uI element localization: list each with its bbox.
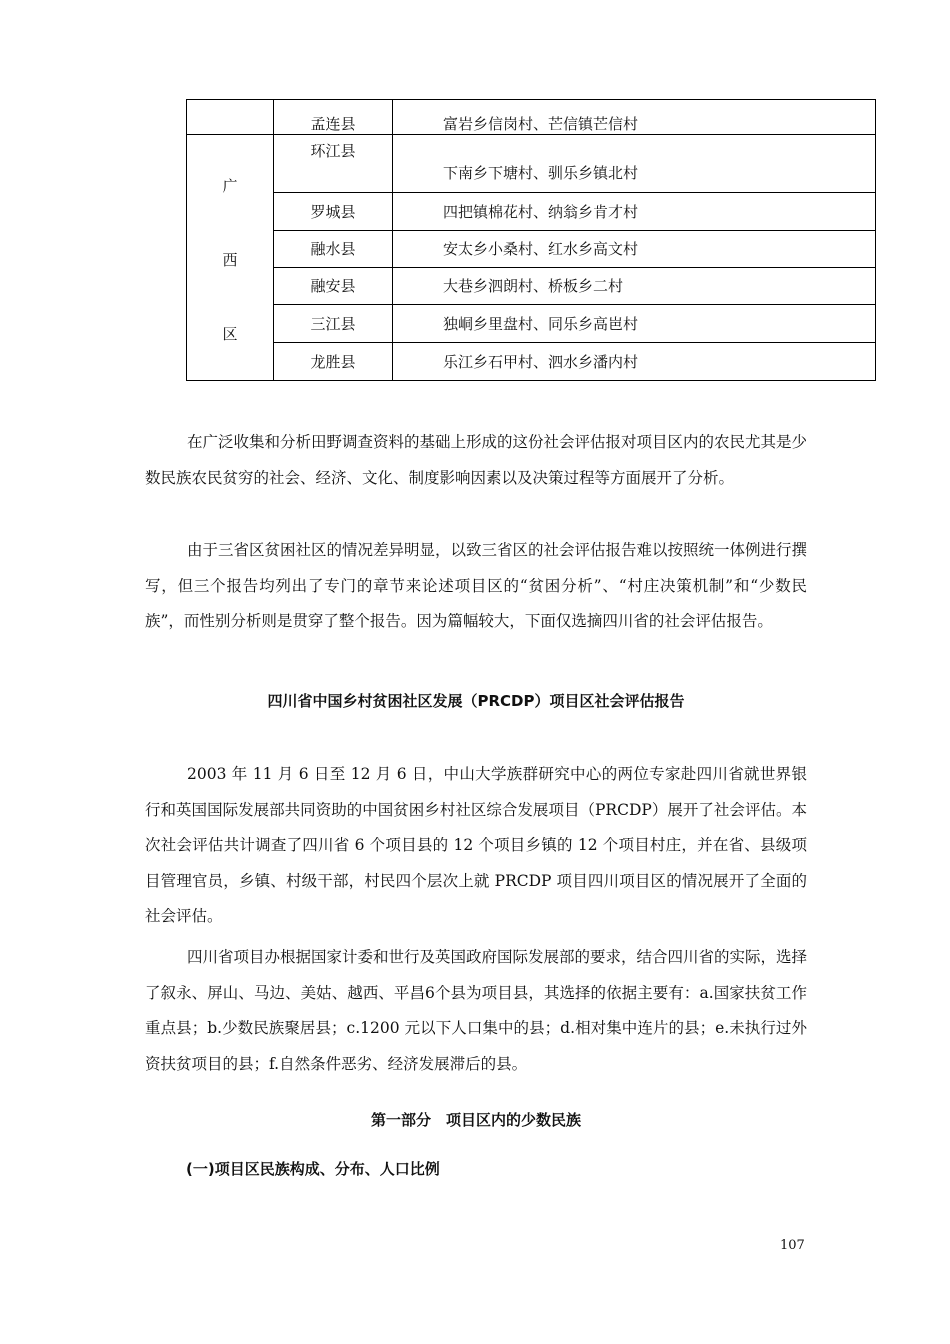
villages-cell: 乐江乡石甲村、泗水乡潘内村 [393,343,876,381]
county-village-table [186,99,824,381]
region-char: 区 [222,324,238,343]
county-cell: 龙胜县 [274,343,393,381]
villages-cell [393,135,876,193]
county-name: 孟连县 [310,115,356,133]
county-cell: 融水县 [274,231,393,268]
region-char: 广 [222,176,238,195]
county-cell: 罗城县 [274,193,393,231]
part-title: 第一部分 项目区内的少数民族 [370,1111,581,1129]
villages-cell: 四把镇棉花村、纳翁乡肯才村 [393,193,876,231]
county-cell: 融安县 [274,268,393,305]
villages-cell [393,100,876,135]
page-number: 107 [780,1238,805,1253]
paragraph-reports: 由于三省区贫困社区的情况差异明显，以致三省区的社会评估报告难以按照统一体例进行撰写，但三个报告均列出了专门的章节来论述项目区的“贫困分析”、“村庄决策机制”和“少数民族”，而性别分析则是贯穿了整个报告。因为篇幅较大，下面仅选摘四川省的社会评估报告。 [145,541,808,630]
region-char: 西 [222,250,238,269]
section-title: (一)项目区民族构成、分布、人口比例 [186,1160,440,1178]
county-cell [274,135,393,193]
table-row [187,193,876,231]
villages-text: 下南乡下塘村、驯乐乡镇北村 [443,163,639,182]
table-row [187,100,876,135]
county-cell: 三江县 [274,305,393,343]
table [186,99,876,381]
villages-cell: 独峒乡里盘村、同乐乡高岜村 [393,305,876,343]
table-row [187,305,876,343]
table-row [187,268,876,305]
paragraph-intro: 在广泛收集和分析田野调查资料的基础上形成的这份社会评估报对项目区内的农民尤其是少数民族农民贫穷的社会、经济、文化、制度影响因素以及决策过程等方面展开了分析。 [145,433,808,487]
report-title: 四川省中国乡村贫困社区发展（PRCDP）项目区社会评估报告 [267,692,685,710]
table-row [187,135,876,193]
county-name: 环江县 [310,141,356,160]
region-cell [187,100,274,135]
villages-text: 富岩乡信岗村、芒信镇芒信村 [443,115,639,133]
table-row [187,231,876,268]
region-cell-guangxi [187,135,274,381]
paragraph-selection: 四川省项目办根据国家计委和世行及英国政府国际发展部的要求，结合四川省的实际，选择了叙永、屏山、马边、美姑、越西、平昌6个县为项目县，其选择的依据主要有：a.国家扶贫工作重点县；b.少数民族聚居县；c.1200 元以下人口集中的县；d.相对集中连片的县；e.未执行过外资扶贫项目的县；f.自然条件恶劣、经济发展滞后的县。 [145,948,808,1073]
villages-cell: 大巷乡泗朗村、桥板乡二村 [393,268,876,305]
table-row [187,343,876,381]
villages-cell: 安太乡小桑村、红水乡高文村 [393,231,876,268]
paragraph-assessment: 2003 年 11 月 6 日至 12 月 6 日，中山大学族群研究中心的两位专家赴四川省就世界银行和英国国际发展部共同资助的中国贫困乡村社区综合发展项目（PRCDP）展开了社会评估。本次社会评估共计调查了四川省 6 个项目县的 12 个项目乡镇的 12 个项目村庄，并在省、县级项目管理官员，乡镇、村级干部，村民四个层次上就 PRCDP 项目四川项目区的情况展开了全面的社会评估。 [145,765,807,925]
region-name-vertical [187,173,273,343]
county-cell [274,100,393,135]
